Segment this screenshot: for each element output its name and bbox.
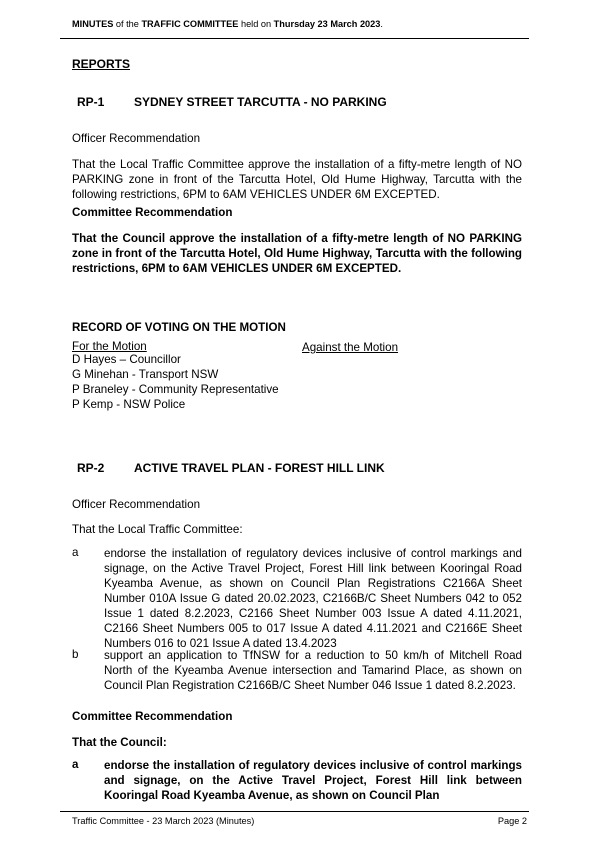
rp2-officer-item-letter: a	[72, 546, 79, 559]
rp2-number: RP-2	[77, 461, 105, 475]
rp2-committee-item-letter: a	[72, 758, 79, 771]
footer-page-number: Page 2	[497, 816, 527, 826]
rp2-officer-intro: That the Local Traffic Committee:	[72, 523, 243, 536]
rp2-officer-item-text: endorse the installation of regulatory devices inclusive of control markings and signage, on the Active Travel Project, Forest Hill link between Kooringal Road Kyeamba Avenue, as shown on Council Plan Registrations C2166A Sheet Number 010A Issue G dated 20.02.2023, C2166B/C Sheet Numbers 042 to 052 Issue 1 dated 8.2.2023, C2166 Sheet Number 003 Issue A dated 4.11.2021, C2166 Sheet Numbers 005 to 017 Issue A dated 4.11.2021 and C2166E Sheet Numbers 016 to 021 Issue A dated 13.4.2023	[104, 547, 522, 650]
voting-for-list	[72, 352, 279, 412]
header-of-the: of the	[113, 19, 142, 29]
rp2-committee-item-text: endorse the installation of regulatory devices inclusive of control markings and signage, on the Active Travel Project, Forest Hill link between Kooringal Road Kyeamba Avenue, as shown on Council Plan	[104, 759, 522, 802]
rp2-committee-heading: Committee Recommendation	[72, 710, 233, 723]
rp1-officer-text: That the Local Traffic Committee approve the installation of a fifty-metre length of NO PARKING zone in front of the Tarcutta Hotel, Old Hume Highway, Tarcutta with the following restrictions, 6PM to 6AM VEHICLES UNDER 6M EXCEPTED.	[72, 158, 522, 201]
voting-against-label: Against the Motion	[302, 341, 399, 354]
page-header	[72, 19, 383, 29]
rp1-committee-heading: Committee Recommendation	[72, 206, 233, 219]
header-committee: TRAFFIC COMMITTEE	[141, 19, 239, 29]
footer-left: Traffic Committee - 23 March 2023 (Minutes)	[72, 816, 255, 826]
rp1-title: SYDNEY STREET TARCUTTA - NO PARKING	[134, 95, 387, 109]
voting-member: G Minehan - Transport NSW	[72, 368, 219, 381]
header-minutes: MINUTES	[72, 19, 114, 29]
voting-member: P Braneley - Community Representative	[72, 383, 279, 396]
rp2-officer-heading: Officer Recommendation	[72, 498, 201, 511]
footer-rule	[60, 811, 529, 812]
reports-heading: REPORTS	[72, 57, 131, 71]
rp1-officer-heading: Officer Recommendation	[72, 132, 201, 145]
voting-member: P Kemp - NSW Police	[72, 398, 186, 411]
header-held-on: held on	[238, 19, 274, 29]
header-date: Thursday 23 March 2023	[273, 19, 381, 29]
rp1-number: RP-1	[77, 95, 105, 109]
rp2-officer-item-text: support an application to TfNSW for a reduction to 50 km/h of Mitchell Road North of the Kyeamba Avenue intersection and Tamarind Place, as shown on Council Plan Registration C2166B/C Sheet Number 046 Issue 1 dated 8.2.2023.	[104, 649, 522, 692]
voting-heading: RECORD OF VOTING ON THE MOTION	[72, 321, 286, 334]
voting-member: D Hayes – Councillor	[72, 353, 181, 366]
rp2-committee-intro: That the Council:	[72, 736, 167, 749]
voting-for-label: For the Motion	[72, 340, 147, 353]
header-rule	[60, 38, 529, 39]
rp2-officer-item-letter: b	[72, 648, 79, 661]
header-period: .	[380, 19, 383, 29]
rp2-title: ACTIVE TRAVEL PLAN - FOREST HILL LINK	[134, 461, 385, 475]
rp1-committee-text: That the Council approve the installation of a fifty-metre length of NO PARKING zone in front of the Tarcutta Hotel, Old Hume Highway, Tarcutta with the following restrictions, 6PM to 6AM VEHICLES UNDER 6M EXCEPTED.	[72, 232, 522, 275]
